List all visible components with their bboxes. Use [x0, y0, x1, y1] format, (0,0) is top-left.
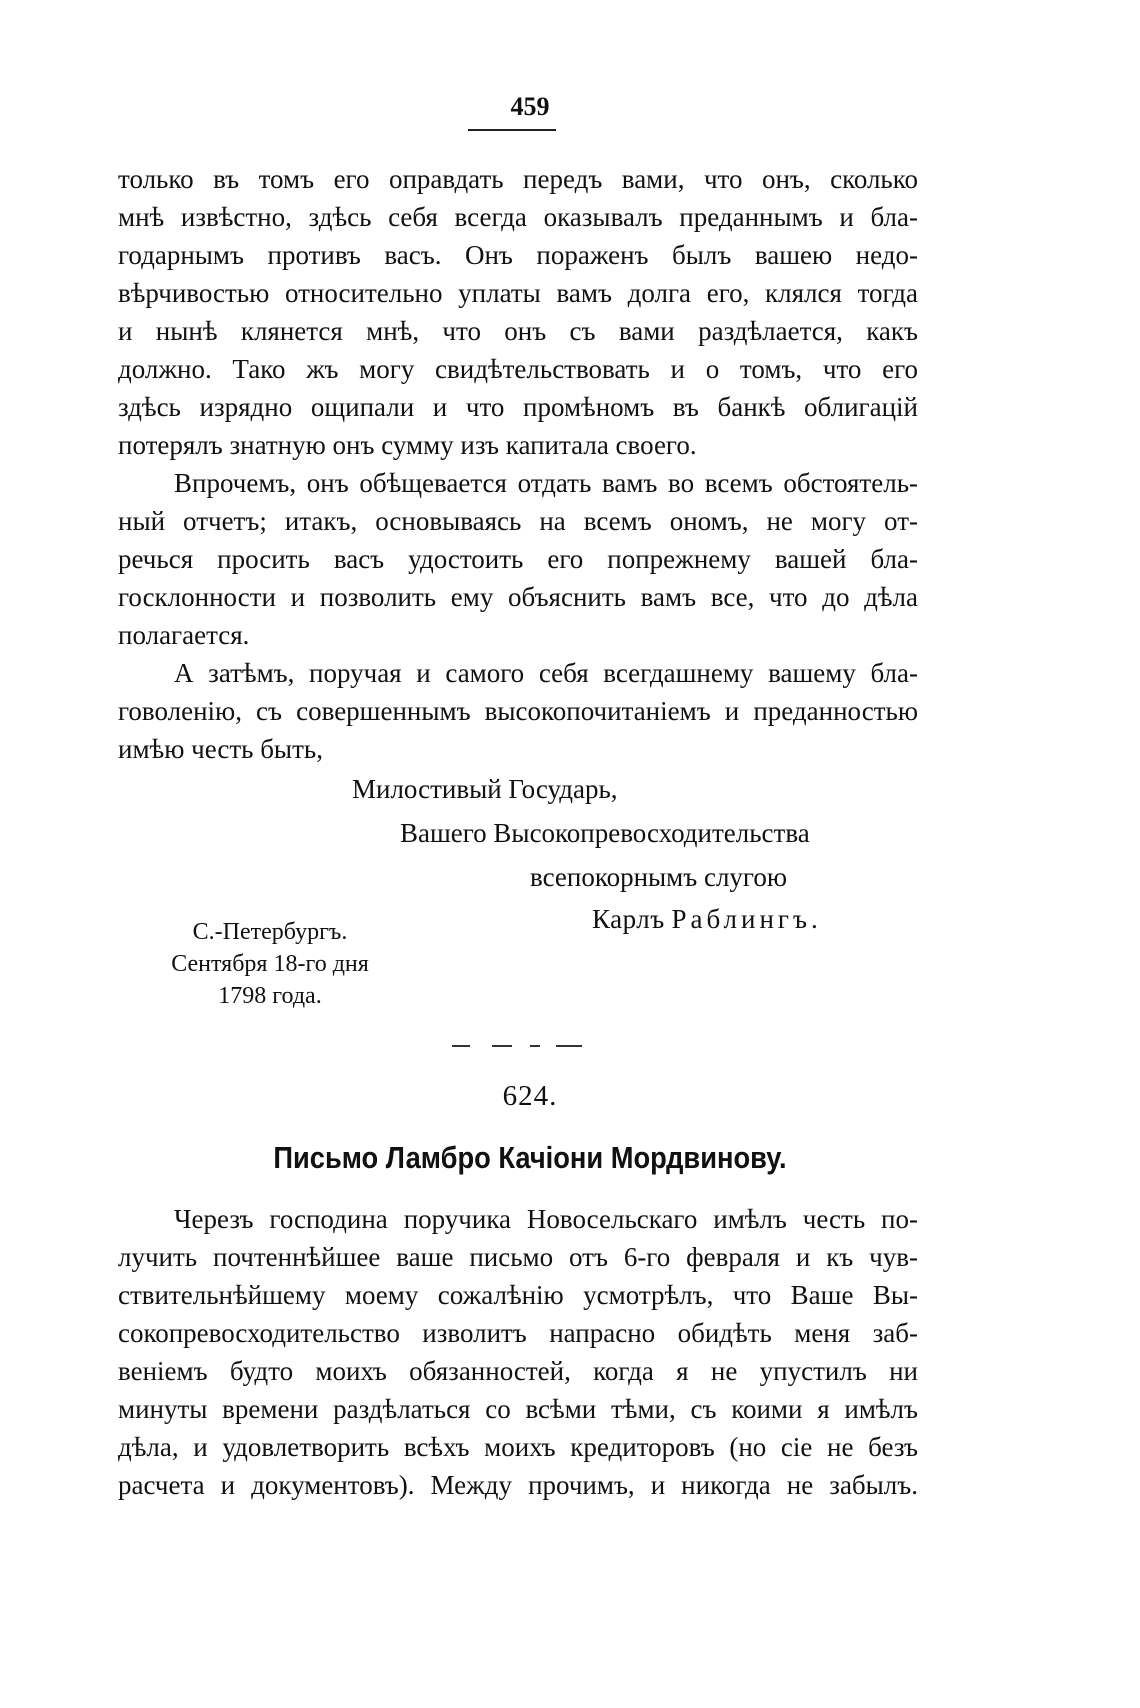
text-line: дѣла, и удовлетворить всѣхъ моихъ кредиторовъ (но сіе не безъ: [118, 1432, 918, 1462]
text-line: минуты времени раздѣлаться со всѣми тѣми, съ коими я имѣлъ: [118, 1394, 918, 1424]
signature-name: [592, 900, 822, 938]
text-line: здѣсь изрядно ощипали и что промѣномъ въ банкѣ облигацій: [118, 392, 918, 422]
text-line: ствительнѣйшему моему сожалѣнію усмотрѣлъ, что Ваше Вы-: [118, 1280, 918, 1310]
text-line: А затѣмъ, поручая и самого себя всегдашнему вашему бла-: [174, 658, 918, 688]
text-line: речься просить васъ удостоить его попрежнему вашей бла-: [118, 544, 918, 574]
divider-dash: [556, 1045, 582, 1047]
text-line: мнѣ извѣстно, здѣсь себя всегда оказывалъ преданнымъ и бла-: [118, 202, 918, 232]
signature-closing: всепокорнымъ слугою: [530, 862, 788, 892]
page-number: 459: [510, 92, 550, 121]
text-line: веніемъ будто моихъ обязанностей, когда я не упустилъ ни: [118, 1356, 918, 1386]
letter-title: Письмо Ламбро Качіони Мордвинову.: [273, 1140, 787, 1175]
text-line: и нынѣ клянется мнѣ, что онъ съ вами раздѣлается, какъ: [118, 316, 918, 346]
place-date: [148, 916, 392, 1012]
divider-dash: [530, 1045, 540, 1047]
signature-title: Вашего Высокопревосходительства: [400, 818, 810, 848]
text-line: расчета и документовъ). Между прочимъ, и никогда не забылъ.: [118, 1470, 918, 1500]
year: 1798 года.: [218, 983, 322, 1009]
signature-first-name: Карлъ: [592, 904, 665, 934]
text-line: ный отчетъ; итакъ, основываясь на всемъ ономъ, не могу от-: [118, 506, 918, 536]
signature-salutation: Милостивый Государь,: [352, 774, 618, 804]
text-line: Впрочемъ, онъ обѣщевается отдать вамъ во всемъ обстоятель-: [174, 468, 918, 498]
divider-dash: [452, 1045, 470, 1047]
text-line: полагается.: [118, 620, 250, 650]
letter-623-paragraph-2: [118, 464, 918, 654]
letter-624-paragraph-1: [118, 1200, 918, 1504]
document-number: 624.: [502, 1080, 558, 1112]
text-line: говоленію, съ совершеннымъ высокопочитаніемъ и преданностью: [118, 696, 918, 726]
letter-623-paragraph-1: [118, 160, 918, 464]
text-line: имѣю честь быть,: [118, 734, 323, 764]
text-line: должно. Тако жъ могу свидѣтельствовать и о томъ, что его: [118, 354, 918, 384]
text-line: госклонности и позволить ему объяснить вамъ все, что до дѣла: [118, 582, 918, 612]
text-line: потерялъ знатную онъ сумму изъ капитала своего.: [118, 430, 697, 460]
divider-dash: [492, 1045, 512, 1047]
letter-623-paragraph-3: [118, 654, 918, 768]
text-line: сокопревосходительство изволитъ напрасно обидѣть меня заб-: [118, 1318, 918, 1348]
text-line: Черезъ господина поручика Новосельскаго имѣлъ честь по-: [174, 1204, 918, 1234]
text-line: вѣрчивостью относительно уплаты вамъ долга его, клялся тогда: [118, 278, 918, 308]
place: С.-Петербургъ.: [192, 919, 348, 945]
text-line: лучить почтеннѣйшее ваше письмо отъ 6-го февраля и къ чув-: [118, 1242, 918, 1272]
date: Сентября 18-го дня: [171, 951, 369, 977]
signature-last-name: Раблингъ.: [671, 904, 822, 934]
text-line: годарнымъ противъ васъ. Онъ пораженъ былъ вашею недо-: [118, 240, 918, 270]
text-line: только въ томъ его оправдать передъ вами, что онъ, сколько: [118, 164, 918, 194]
page-number-rule: [468, 129, 556, 131]
